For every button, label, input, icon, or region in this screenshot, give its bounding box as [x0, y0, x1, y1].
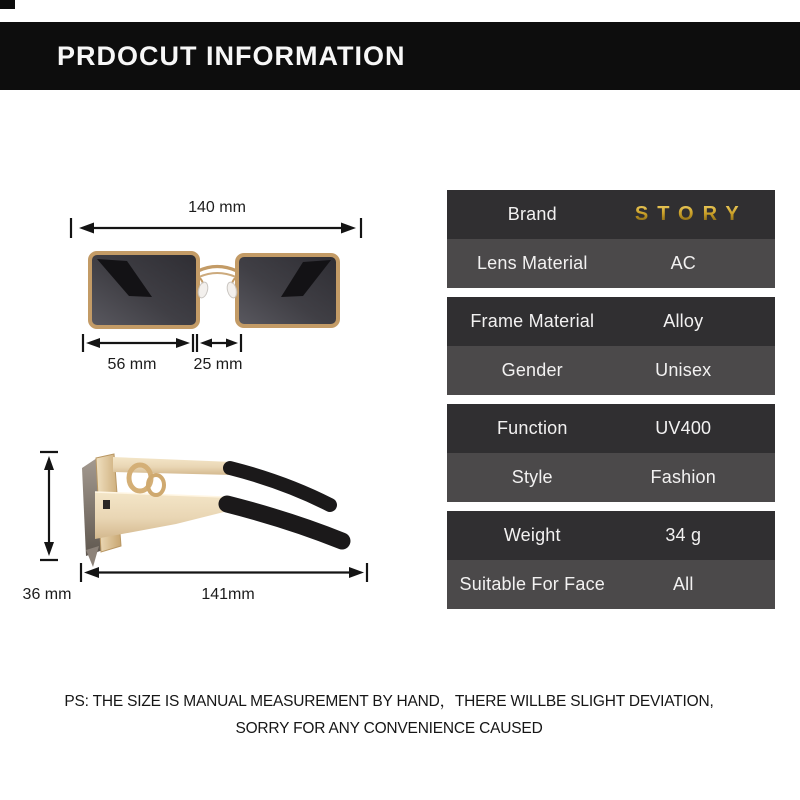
disclaimer-line-1: PS: THE SIZE IS MANUAL MEASUREMENT BY HAND，THERE WILLBE SLIGHT DEVIATION,	[64, 693, 714, 710]
arrow-head	[226, 339, 238, 348]
spec-value-weight: 34 g	[665, 525, 702, 545]
spec-label-style: Style	[511, 467, 553, 487]
table-row	[447, 190, 775, 239]
front-view-diagram	[0, 120, 440, 390]
spec-value-function: UV400	[655, 418, 712, 438]
table-row	[447, 239, 775, 288]
lens-width-label: 56 mm	[107, 356, 157, 373]
arrow-head	[44, 542, 54, 556]
temple-length-label: 141mm	[201, 586, 255, 603]
table-row	[447, 297, 775, 346]
page-title: PRDOCUT INFORMATION	[57, 40, 406, 71]
temple-length-arrow	[81, 563, 367, 582]
spec-label-function: Function	[496, 418, 568, 438]
side-view-diagram	[0, 400, 440, 615]
spec-table	[447, 190, 775, 609]
spec-value-style: Fashion	[650, 467, 716, 487]
corner-mark	[0, 0, 15, 9]
bridge-width-label: 25 mm	[193, 356, 243, 373]
spec-label-brand: Brand	[507, 204, 557, 224]
disclaimer-line-2: SORRY FOR ANY CONVENIENCE CAUSED	[235, 720, 543, 737]
sunglasses-side-image	[82, 454, 342, 567]
table-row	[447, 560, 775, 609]
spec-value-suitable-face: All	[672, 574, 694, 594]
arrow-head	[200, 339, 212, 348]
front-width-label: 140 mm	[188, 199, 246, 216]
arrow-head-right	[341, 223, 356, 234]
spec-label-gender: Gender	[501, 360, 563, 380]
brand-logo: STORY	[618, 203, 775, 226]
arrow-head	[349, 567, 364, 578]
arrow-head-left	[79, 223, 94, 234]
spec-label-suitable-face: Suitable For Face	[459, 574, 605, 594]
sunglasses-front-image	[90, 253, 338, 327]
spec-block	[447, 297, 775, 395]
spec-block	[447, 404, 775, 502]
table-row	[447, 453, 775, 502]
front-width-arrow	[71, 218, 361, 238]
spec-block	[447, 190, 775, 288]
arrow-head	[86, 338, 100, 348]
spec-value-gender: Unisex	[655, 360, 712, 380]
spec-value-lens-material: AC	[670, 253, 696, 273]
table-row	[447, 511, 775, 560]
spec-label-lens-material: Lens Material	[476, 253, 588, 273]
arrow-head	[84, 567, 99, 578]
measurement-disclaimer	[0, 688, 778, 742]
table-row	[447, 404, 775, 453]
spec-block	[447, 511, 775, 609]
header-bar	[0, 22, 800, 90]
arrow-head	[44, 456, 54, 470]
table-row	[447, 346, 775, 395]
spec-label-frame-material: Frame Material	[470, 311, 595, 331]
spec-value-frame-material: Alloy	[663, 311, 704, 331]
arrow-head	[176, 338, 190, 348]
spec-label-weight: Weight	[503, 525, 561, 545]
lens-height-label: 36 mm	[22, 586, 72, 603]
